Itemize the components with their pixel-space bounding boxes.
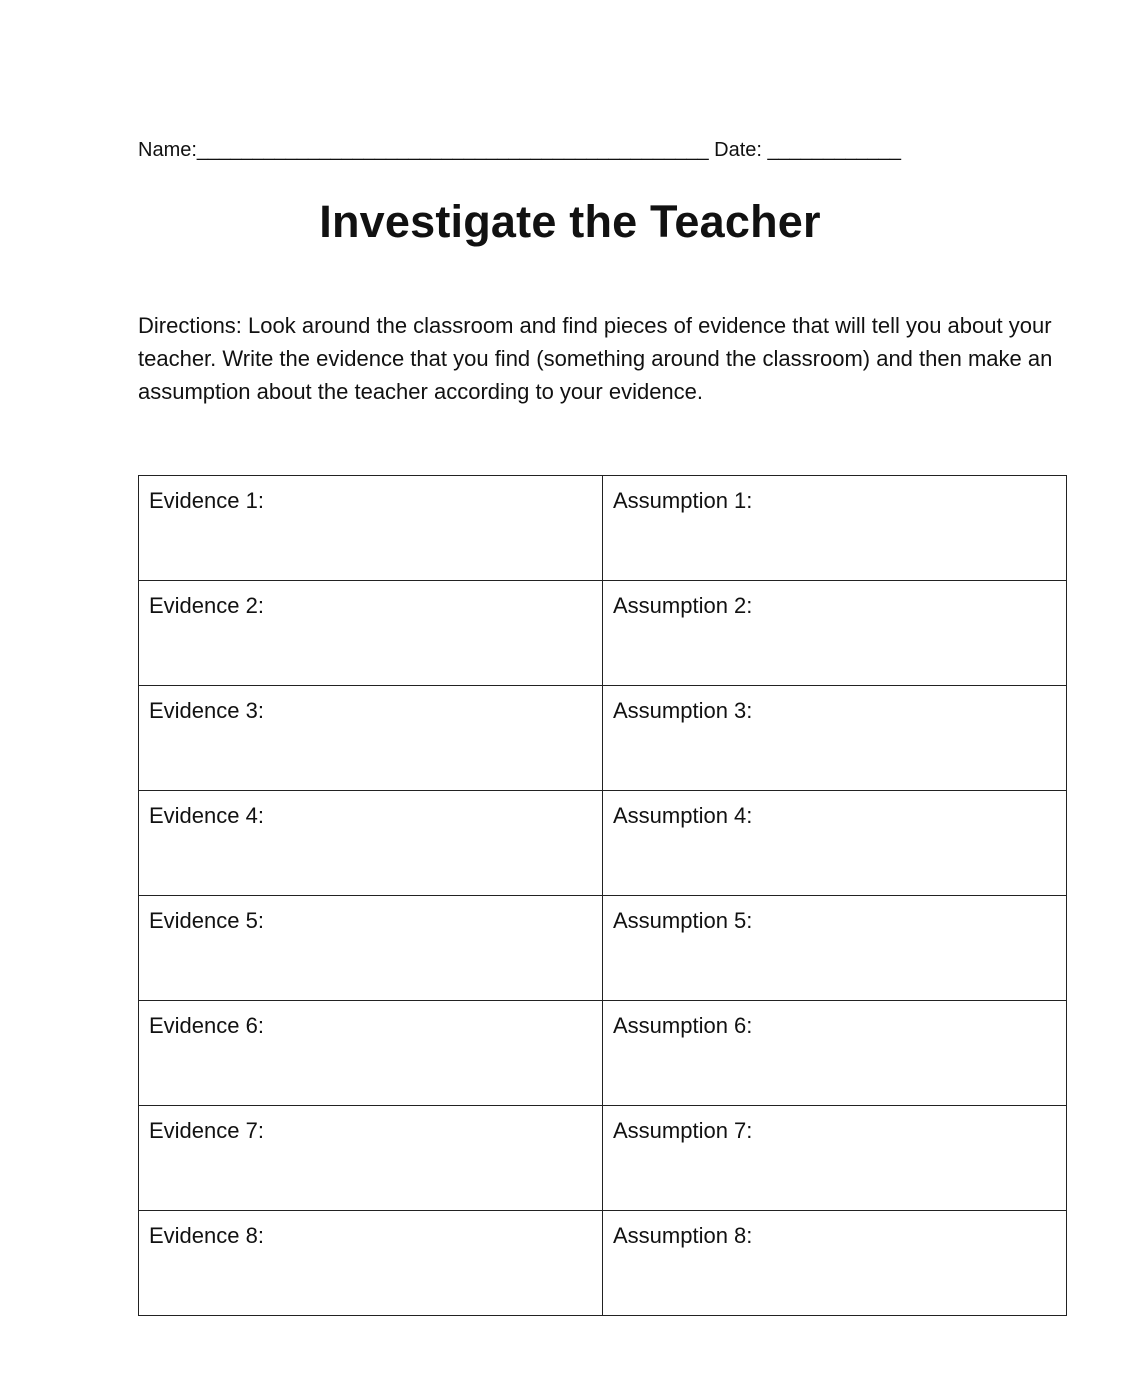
evidence-cell-3[interactable]: Evidence 3: — [139, 686, 603, 791]
assumption-cell-5[interactable]: Assumption 5: — [603, 896, 1067, 1001]
assumption-cell-6[interactable]: Assumption 6: — [603, 1001, 1067, 1106]
assumption-cell-3[interactable]: Assumption 3: — [603, 686, 1067, 791]
name-label: Name: — [138, 139, 197, 161]
assumption-cell-4[interactable]: Assumption 4: — [603, 791, 1067, 896]
evidence-cell-2[interactable]: Evidence 2: — [139, 581, 603, 686]
directions-text: Directions: Look around the classroom and find pieces of evidence that will tell you about your teacher. Write the evidence that you find (something around the classroom) and then make an assumption about the teacher according to your evidence. — [138, 313, 1053, 404]
assumption-cell-1[interactable]: Assumption 1: — [603, 476, 1067, 581]
evidence-cell-6[interactable]: Evidence 6: — [139, 1001, 603, 1106]
table-row — [139, 476, 1067, 581]
date-blank[interactable]: ____________ — [767, 139, 901, 161]
evidence-assumption-table — [138, 475, 1067, 1316]
evidence-cell-5[interactable]: Evidence 5: — [139, 896, 603, 1001]
assumption-cell-2[interactable]: Assumption 2: — [603, 581, 1067, 686]
table-row — [139, 1001, 1067, 1106]
evidence-cell-8[interactable]: Evidence 8: — [139, 1211, 603, 1316]
table-row — [139, 791, 1067, 896]
table-row — [139, 896, 1067, 1001]
assumption-cell-8[interactable]: Assumption 8: — [603, 1211, 1067, 1316]
table-row — [139, 581, 1067, 686]
table-row — [139, 1211, 1067, 1316]
evidence-cell-1[interactable]: Evidence 1: — [139, 476, 603, 581]
table-row — [139, 686, 1067, 791]
page-title: Investigate the Teacher — [319, 196, 821, 247]
assumption-cell-7[interactable]: Assumption 7: — [603, 1106, 1067, 1211]
name-blank[interactable]: ______________________________________________ — [196, 139, 709, 161]
evidence-cell-4[interactable]: Evidence 4: — [139, 791, 603, 896]
date-label: Date: — [714, 139, 762, 161]
evidence-cell-7[interactable]: Evidence 7: — [139, 1106, 603, 1211]
table-row — [139, 1106, 1067, 1211]
name-date-line — [138, 139, 1060, 167]
